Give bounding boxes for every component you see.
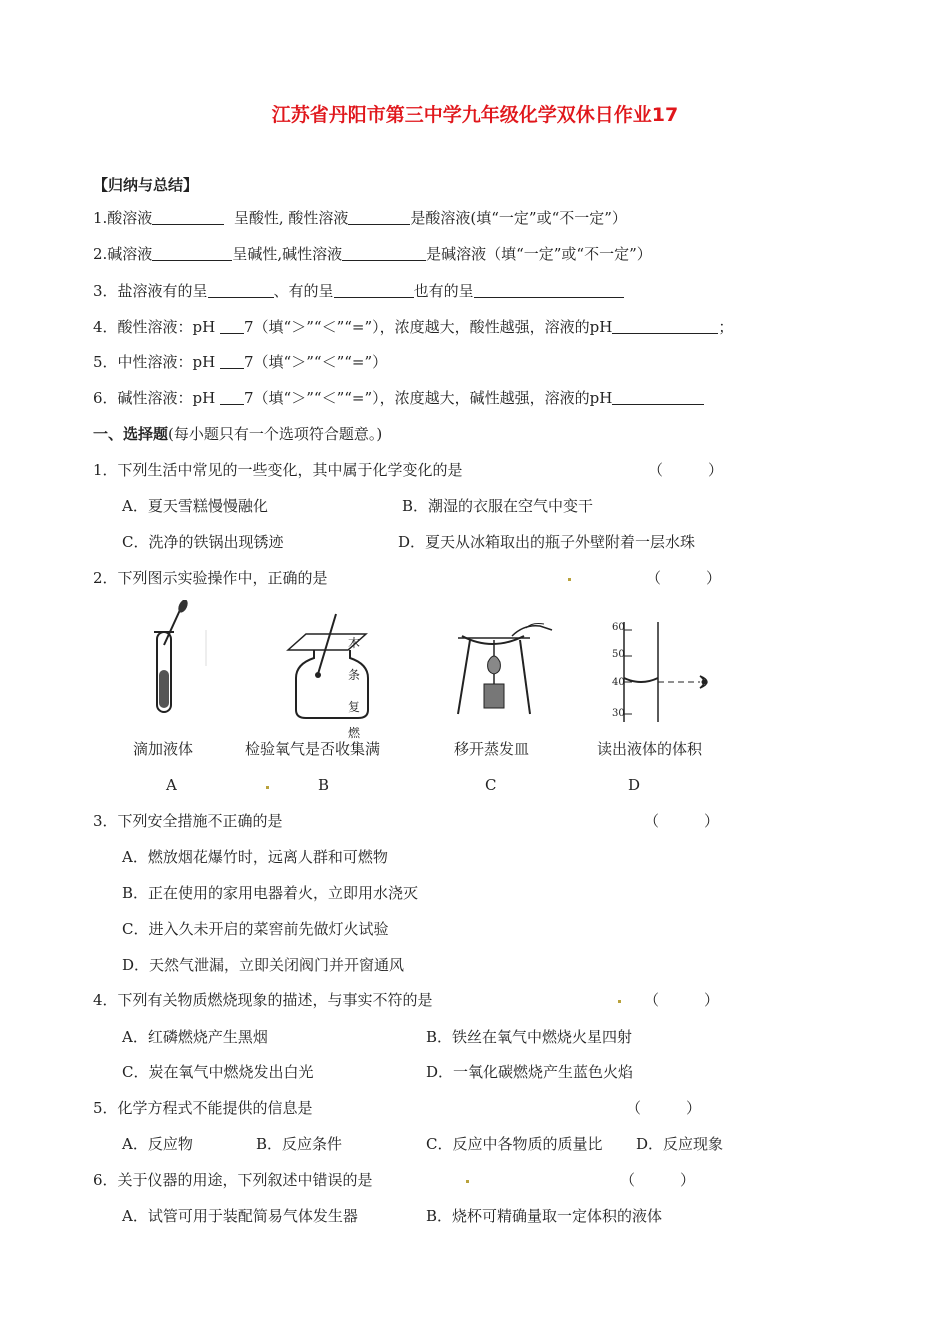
fill-blank[interactable] xyxy=(612,389,704,405)
dropper-figure xyxy=(140,600,210,720)
question-5-stem: 5．化学方程式不能提供的信息是 xyxy=(93,1099,313,1117)
q4-option-a[interactable]: A．红磷燃烧产生黑烟 xyxy=(122,1028,268,1046)
question-3-stem: 3．下列安全措施不正确的是 xyxy=(93,812,283,830)
summary-line-3: 3．盐溶液有的呈 、有的呈 也有的呈 xyxy=(93,281,624,301)
q3-option-b[interactable]: B．正在使用的家用电器着火，立即用水浇灭 xyxy=(122,884,419,902)
tick-label-40: 40 xyxy=(612,677,625,688)
q5-option-d[interactable]: D．反应现象 xyxy=(636,1135,724,1153)
tick-label-60: 60 xyxy=(612,622,625,633)
fill-blank[interactable] xyxy=(220,353,244,369)
stray-dot xyxy=(266,786,269,789)
stray-dot xyxy=(466,1180,469,1183)
fill-blank[interactable] xyxy=(208,282,274,298)
fill-blank[interactable] xyxy=(152,209,224,225)
q5-option-b[interactable]: B．反应条件 xyxy=(256,1135,343,1153)
summary-line-6: 6．碱性溶液：pH 7（填“＞”“＜”“=”），浓度越大，碱性越强，溶液的pH xyxy=(93,388,704,408)
fill-blank[interactable] xyxy=(474,282,624,298)
answer-paren[interactable]: （ ） xyxy=(626,1099,702,1117)
fill-blank[interactable] xyxy=(612,318,718,334)
stick-label-2: 条 xyxy=(348,668,361,682)
fill-blank[interactable] xyxy=(342,245,426,261)
page-title: 江苏省丹阳市第三中学九年级化学双休日作业17 xyxy=(271,104,679,126)
figure-letter-a[interactable]: A xyxy=(166,776,177,794)
section-heading: 一、选择题(每小题只有一个选项符合题意。) xyxy=(93,425,383,443)
figure-caption-a: 滴加液体 xyxy=(133,740,194,758)
q1-option-d[interactable]: D．夏天从冰箱取出的瓶子外壁附着一层水珠 xyxy=(398,533,696,551)
q1-option-c[interactable]: C．洗净的铁锅出现锈迹 xyxy=(122,533,284,551)
q4-option-b[interactable]: B．铁丝在氧气中燃烧火星四射 xyxy=(426,1028,633,1046)
evaporating-dish-figure xyxy=(452,622,562,722)
q6-option-a[interactable]: A．试管可用于装配简易气体发生器 xyxy=(122,1207,358,1225)
q6-option-b[interactable]: B．烧杯可精确量取一定体积的液体 xyxy=(426,1207,663,1225)
answer-paren[interactable]: （ ） xyxy=(648,461,724,479)
stick-label-1: 木 xyxy=(348,636,361,650)
question-1-stem: 1．下列生活中常见的一些变化，其中属于化学变化的是 xyxy=(93,461,463,479)
answer-paren[interactable]: （ ） xyxy=(644,991,720,1009)
q4-option-c[interactable]: C．炭在氧气中燃烧发出白光 xyxy=(122,1063,314,1081)
q1-option-a[interactable]: A．夏天雪糕慢慢融化 xyxy=(122,497,268,515)
summary-heading: 【归纳与总结】 xyxy=(93,176,199,194)
summary-line-5: 5．中性溶液：pH 7（填“＞”“＜”“=”） xyxy=(93,353,388,371)
q3-option-d[interactable]: D．天然气泄漏，立即关闭阀门并开窗通风 xyxy=(122,956,405,974)
answer-paren[interactable]: （ ） xyxy=(620,1171,696,1189)
fill-blank[interactable] xyxy=(348,209,410,225)
question-4-stem: 4．下列有关物质燃烧现象的描述，与事实不符的是 xyxy=(93,991,433,1009)
figure-caption-c: 移开蒸发皿 xyxy=(454,740,530,758)
q4-option-d[interactable]: D．一氧化碳燃烧产生蓝色火焰 xyxy=(426,1063,634,1081)
answer-paren[interactable]: （ ） xyxy=(646,569,722,587)
stick-label-3: 复 xyxy=(348,700,361,714)
question-2-stem: 2．下列图示实验操作中，正确的是 xyxy=(93,569,328,587)
figure-letter-d[interactable]: D xyxy=(628,776,641,794)
q3-option-a[interactable]: A．燃放烟花爆竹时，远离人群和可燃物 xyxy=(122,848,388,866)
q3-option-c[interactable]: C．进入久未开启的菜窖前先做灯火试验 xyxy=(122,920,389,938)
figure-caption-b: 检验氧气是否收集满 xyxy=(245,740,381,758)
q5-option-a[interactable]: A．反应物 xyxy=(122,1135,193,1153)
fill-blank[interactable] xyxy=(334,282,414,298)
fill-blank[interactable] xyxy=(220,318,244,334)
answer-paren[interactable]: （ ） xyxy=(644,812,720,830)
figure-letter-c[interactable]: C xyxy=(485,776,497,794)
q1-option-b[interactable]: B．潮湿的衣服在空气中变干 xyxy=(402,497,594,515)
tick-label-30: 30 xyxy=(612,708,625,719)
summary-line-2: 2.碱溶液 呈碱性,碱性溶液 是碱溶液（填“一定”或“不一定”） xyxy=(93,245,652,263)
fill-blank[interactable] xyxy=(220,389,244,405)
fill-blank[interactable] xyxy=(152,245,232,261)
tick-label-50: 50 xyxy=(612,649,625,660)
gas-bottle-figure xyxy=(282,612,382,724)
stray-dot xyxy=(568,578,571,581)
stray-dot xyxy=(618,1000,621,1003)
summary-line-1: 1.酸溶液 呈酸性, 酸性溶液 是酸溶液(填“一定”或“不一定”） xyxy=(93,209,627,227)
summary-line-4: 4．酸性溶液：pH 7（填“＞”“＜”“=”），浓度越大，酸性越强，溶液的pH ； xyxy=(93,318,734,336)
stick-label-4: 燃 xyxy=(348,726,361,740)
q5-option-c[interactable]: C．反应中各物质的质量比 xyxy=(426,1135,603,1153)
figure-letter-b[interactable]: B xyxy=(318,776,330,794)
question-6-stem: 6．关于仪器的用途，下列叙述中错误的是 xyxy=(93,1171,373,1189)
figure-caption-d: 读出液体的体积 xyxy=(597,740,703,758)
